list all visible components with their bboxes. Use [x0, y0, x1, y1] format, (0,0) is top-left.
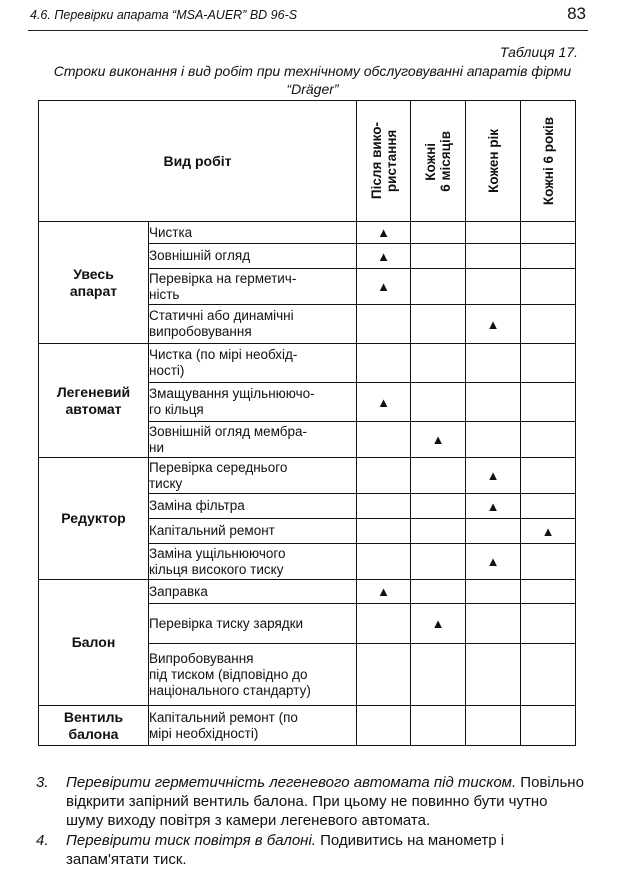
empty-cell [521, 269, 576, 305]
empty-cell [411, 519, 466, 544]
group-label: Редуктор [39, 458, 149, 580]
task-cell: Перевірка середнього тиску [149, 458, 357, 494]
table-row [39, 580, 576, 604]
column-header-after-use-label: Після вико- ристання [368, 122, 399, 200]
step-3 [36, 773, 588, 830]
table-header-row [39, 101, 576, 222]
empty-cell [521, 458, 576, 494]
column-header-every-6-months [411, 101, 466, 222]
maintenance-schedule-table [38, 100, 576, 746]
empty-cell [521, 305, 576, 344]
empty-cell [357, 305, 411, 344]
empty-cell [521, 494, 576, 519]
empty-cell [466, 644, 521, 706]
triangle-mark-icon: ▲ [466, 494, 521, 519]
empty-cell [466, 344, 521, 383]
step-title: Перевірити тиск повітря в балоні. [66, 832, 316, 849]
empty-cell [411, 244, 466, 269]
running-header [28, 0, 588, 31]
table-label: Таблиця 17. [499, 44, 578, 60]
empty-cell [411, 644, 466, 706]
empty-cell [357, 544, 411, 580]
column-header-after-use [357, 101, 411, 222]
empty-cell [466, 244, 521, 269]
empty-cell [466, 706, 521, 746]
task-cell: Змащування ущільнюючо- го кільця [149, 383, 357, 422]
column-header-work: Вид робіт [39, 101, 357, 222]
empty-cell [411, 222, 466, 244]
triangle-mark-icon: ▲ [466, 305, 521, 344]
column-header-every-year-label: Кожен рік [485, 129, 501, 193]
page-number: 83 [567, 4, 586, 23]
triangle-mark-icon: ▲ [357, 383, 411, 422]
empty-cell [521, 706, 576, 746]
step-body [66, 773, 588, 830]
table-row [39, 222, 576, 244]
task-cell: Випробовування під тиском (відповідно до національного стандарту) [149, 644, 357, 706]
step-number: 3. [36, 774, 49, 791]
empty-cell [466, 519, 521, 544]
header-title: 4.6. Перевірки апарата “MSA-AUER” BD 96-S [30, 8, 298, 22]
task-cell: Чистка [149, 222, 357, 244]
empty-cell [411, 494, 466, 519]
task-cell: Заміна ущільнюючого кільця високого тиску [149, 544, 357, 580]
empty-cell [521, 644, 576, 706]
empty-cell [466, 604, 521, 644]
triangle-mark-icon: ▲ [357, 222, 411, 244]
task-cell: Заправка [149, 580, 357, 604]
empty-cell [357, 458, 411, 494]
step-4 [36, 831, 588, 869]
triangle-mark-icon: ▲ [521, 519, 576, 544]
empty-cell [521, 580, 576, 604]
empty-cell [411, 580, 466, 604]
empty-cell [357, 422, 411, 458]
triangle-mark-icon: ▲ [357, 269, 411, 305]
triangle-mark-icon: ▲ [357, 244, 411, 269]
empty-cell [521, 244, 576, 269]
empty-cell [357, 604, 411, 644]
group-label: Вентиль балона [39, 706, 149, 746]
empty-cell [466, 269, 521, 305]
empty-cell [357, 494, 411, 519]
triangle-mark-icon: ▲ [466, 458, 521, 494]
empty-cell [521, 383, 576, 422]
step-text: Повільно відкрити запірний вентиль балона. При цьому не повинно бути чутно шуму виходу повітря з камери легеневого автомата. [66, 774, 584, 829]
empty-cell [411, 383, 466, 422]
empty-cell [357, 706, 411, 746]
step-body [66, 831, 588, 869]
empty-cell [411, 544, 466, 580]
empty-cell [521, 344, 576, 383]
empty-cell [521, 604, 576, 644]
empty-cell [466, 422, 521, 458]
triangle-mark-icon: ▲ [411, 422, 466, 458]
task-cell: Зовнішній огляд мембра- ни [149, 422, 357, 458]
table-row [39, 458, 576, 494]
task-cell: Зовнішній огляд [149, 244, 357, 269]
empty-cell [466, 580, 521, 604]
empty-cell [357, 644, 411, 706]
group-label: Увесь апарат [39, 222, 149, 344]
table-body [39, 222, 576, 746]
step-number: 4. [36, 832, 49, 849]
triangle-mark-icon: ▲ [357, 580, 411, 604]
table-title: Строки виконання і вид робіт при технічному обслуговуванні апаратів фірми “Dräger” [53, 63, 572, 97]
empty-cell [411, 706, 466, 746]
task-cell: Капітальний ремонт (по мірі необхідності) [149, 706, 357, 746]
column-header-every-year [466, 101, 521, 222]
column-header-every-6-months-label: Кожні 6 місяців [423, 130, 453, 192]
empty-cell [357, 344, 411, 383]
column-header-every-6-years-label: Кожні 6 років [540, 116, 556, 206]
empty-cell [521, 544, 576, 580]
column-header-every-6-years [521, 101, 576, 222]
empty-cell [521, 222, 576, 244]
triangle-mark-icon: ▲ [411, 604, 466, 644]
step-title: Перевірити герметичність легеневого автомата під тиском. [66, 774, 517, 791]
empty-cell [466, 222, 521, 244]
triangle-mark-icon: ▲ [466, 544, 521, 580]
step-text: Подивитись на манометр і запам'ятати тиск. [66, 832, 505, 868]
empty-cell [411, 305, 466, 344]
empty-cell [411, 458, 466, 494]
table-row [39, 706, 576, 746]
task-cell: Статичні або динамічні випробовування [149, 305, 357, 344]
task-cell: Заміна фільтра [149, 494, 357, 519]
empty-cell [521, 422, 576, 458]
task-cell: Перевірка тиску зарядки [149, 604, 357, 644]
empty-cell [357, 519, 411, 544]
group-label: Легеневий автомат [39, 344, 149, 458]
empty-cell [411, 269, 466, 305]
empty-cell [411, 344, 466, 383]
task-cell: Перевірка на герметич- ність [149, 269, 357, 305]
task-cell: Капітальний ремонт [149, 519, 357, 544]
instruction-steps [36, 773, 588, 870]
empty-cell [466, 383, 521, 422]
task-cell: Чистка (по мірі необхід- ності) [149, 344, 357, 383]
table-row [39, 344, 576, 383]
group-label: Балон [39, 580, 149, 706]
